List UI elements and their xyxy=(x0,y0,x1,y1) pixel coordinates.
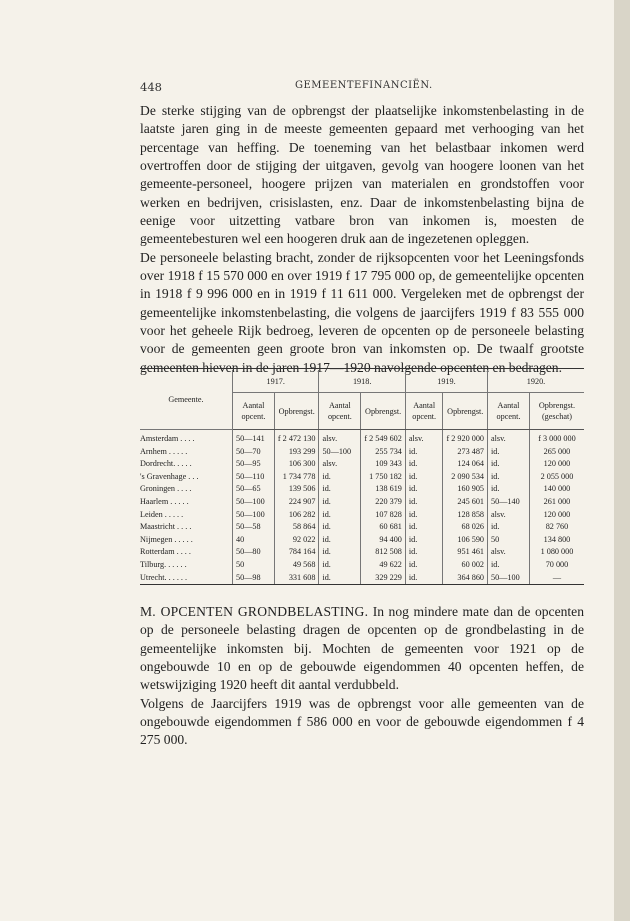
table-cell: 109 343 xyxy=(361,458,406,471)
table-cell: 50 xyxy=(488,534,530,547)
table-cell: 255 734 xyxy=(361,446,406,459)
table-cell: 40 xyxy=(233,534,275,547)
table-row xyxy=(140,446,584,459)
table-cell: — xyxy=(529,572,584,585)
table-cell: id. xyxy=(488,559,530,572)
table-cell: 50—140 xyxy=(488,496,530,509)
table-cell: 68 026 xyxy=(443,521,488,534)
table-cell: f 2 920 000 xyxy=(443,430,488,446)
running-title: GEMEENTEFINANCIËN. xyxy=(295,80,433,91)
table-cell: id. xyxy=(405,546,443,559)
table-cell: f 2 472 130 xyxy=(274,430,319,446)
table-cell: f 2 549 602 xyxy=(361,430,406,446)
table-cell: 50—98 xyxy=(233,572,275,585)
table-cell: alsv. xyxy=(405,430,443,446)
year-header: 1917. xyxy=(233,370,319,393)
table-cell: 82 760 xyxy=(529,521,584,534)
table-cell: id. xyxy=(488,458,530,471)
page-header xyxy=(140,80,584,94)
municipality-cell: Maastricht . . . . xyxy=(140,522,192,532)
table-cell: alsv. xyxy=(319,458,361,471)
table-cell: 60 681 xyxy=(361,521,406,534)
table-cell: 50—100 xyxy=(488,572,530,585)
table-cell: id. xyxy=(488,521,530,534)
table-cell: 139 506 xyxy=(274,483,319,496)
table-row xyxy=(140,483,584,496)
table-row xyxy=(140,430,584,446)
table-cell: 128 858 xyxy=(443,509,488,522)
table-cell: 106 282 xyxy=(274,509,319,522)
table-cell: 265 000 xyxy=(529,446,584,459)
year-header: 1919. xyxy=(405,370,487,393)
paragraph-income-tax: De sterke stijging van de opbrengst der plaatselijke inkomstenbelasting in de laatste jaren ging in de meeste gemeenten gepaard met verhooging van het percentage van heffing. De toeneming van het belastbaar inkomen werd overtroffen door de stijging der uitgaven, gevolg van hoogere loonen van het gemeente-personeel, hoogere prijzen van materialen en grondstoffen voor werken en bedrijven, crisislasten, enz. Daar de inkomstenbelasting bijna de eenige voor uitzetting vatbare bron van inkomen is, moesten de gemeentebesturen wel een hoogeren druk aan de ingezetenen opleggen. xyxy=(140,103,584,247)
municipality-cell: 's Gravenhage . . . xyxy=(140,471,199,481)
table-cell: 50—95 xyxy=(233,458,275,471)
table-cell: 70 000 xyxy=(529,559,584,572)
table-cell: 1 734 778 xyxy=(274,471,319,484)
municipality-cell: Groningen . . . . xyxy=(140,484,192,494)
col-header-aantal: Aantal opcent. xyxy=(488,393,530,430)
table-cell: 50—65 xyxy=(233,483,275,496)
table-cell: 140 000 xyxy=(529,483,584,496)
table-cell: 92 022 xyxy=(274,534,319,547)
year-header: 1920. xyxy=(488,370,584,393)
table-cell: id. xyxy=(319,572,361,585)
col-header-opbrengst: Opbrengst. xyxy=(361,393,406,430)
table-cell: id. xyxy=(319,521,361,534)
table-row xyxy=(140,572,584,585)
table-cell: 331 608 xyxy=(274,572,319,585)
table-cell: id. xyxy=(405,496,443,509)
table-cell: id. xyxy=(319,471,361,484)
municipality-cell: Nijmegen . . . . . xyxy=(140,534,193,544)
table-cell: 50 xyxy=(233,559,275,572)
table-cell: id. xyxy=(319,546,361,559)
table-cell: id. xyxy=(405,471,443,484)
col-header-opbrengst-geschat: Opbrengst. (geschat) xyxy=(529,393,584,430)
table-cell: id. xyxy=(488,483,530,496)
municipality-cell: Tilburg. . . . . . xyxy=(140,559,187,569)
paragraph-personal-tax: De personeele belasting bracht, zonder de rijksopcenten voor het Leeningsfonds over 1918 f 15 570 000 en over 1919 f 17 795 000 op, de gemeentelijke opcenten in 1918 f 9 996 000 en in 1919 f 11 611 000. Vergeleken met de opbrengst der gemeentelijke inkomstenbelasting, die volgens de jaarcijfers 1919 f 83 555 000 voor het geheele Rijk bedroeg, leveren de opcenten op de personeele belasting voor de gemeenten geen groote bron van inkomsten op. De twaalf grootste gemeenten hieven in de jaren 1917—1920 navolgende opcenten en bedragen. xyxy=(140,249,584,375)
table-cell: 273 487 xyxy=(443,446,488,459)
table-cell: 50—70 xyxy=(233,446,275,459)
table-row xyxy=(140,509,584,522)
table-cell: 784 164 xyxy=(274,546,319,559)
municipality-cell: Arnhem . . . . . xyxy=(140,446,188,456)
table-cell: 50—141 xyxy=(233,430,275,446)
table-cell: 1 750 182 xyxy=(361,471,406,484)
table-cell: 160 905 xyxy=(443,483,488,496)
table-cell: id. xyxy=(319,509,361,522)
municipality-cell: Haarlem . . . . . xyxy=(140,496,189,506)
table-cell: id. xyxy=(319,483,361,496)
col-header-aantal: Aantal opcent. xyxy=(319,393,361,430)
table-cell: 106 300 xyxy=(274,458,319,471)
table-cell: id. xyxy=(319,559,361,572)
table-cell: id. xyxy=(488,471,530,484)
opcenten-table xyxy=(140,368,584,585)
table-cell: 2 090 534 xyxy=(443,471,488,484)
table-cell: id. xyxy=(405,572,443,585)
page-number: 448 xyxy=(140,80,162,94)
table-cell: 224 907 xyxy=(274,496,319,509)
table-cell: 124 064 xyxy=(443,458,488,471)
section-m-paragraph xyxy=(140,603,584,695)
table-cell: 261 000 xyxy=(529,496,584,509)
table-cell: 134 800 xyxy=(529,534,584,547)
table-cell: f 3 000 000 xyxy=(529,430,584,446)
table-cell: 50—58 xyxy=(233,521,275,534)
table-cell: 1 080 000 xyxy=(529,546,584,559)
table-cell: id. xyxy=(405,509,443,522)
table-row xyxy=(140,471,584,484)
table-cell: alsv. xyxy=(319,430,361,446)
table-cell: 193 299 xyxy=(274,446,319,459)
table-cell: 50—80 xyxy=(233,546,275,559)
col-header-opbrengst: Opbrengst. xyxy=(443,393,488,430)
table-cell: 812 508 xyxy=(361,546,406,559)
col-header-gemeente: Gemeente. xyxy=(140,370,233,430)
col-header-aantal: Aantal opcent. xyxy=(405,393,443,430)
table-cell: alsv. xyxy=(488,546,530,559)
table-cell: 245 601 xyxy=(443,496,488,509)
table-cell: 50—110 xyxy=(233,471,275,484)
section-m-text xyxy=(140,603,584,750)
table-cell: 120 000 xyxy=(529,509,584,522)
table-cell: 50—100 xyxy=(233,496,275,509)
municipality-cell: Rotterdam . . . . xyxy=(140,547,191,557)
table-cell: 50—100 xyxy=(233,509,275,522)
table-row xyxy=(140,534,584,547)
table-row xyxy=(140,458,584,471)
table-cell: 106 590 xyxy=(443,534,488,547)
table-cell: alsv. xyxy=(488,430,530,446)
table-cell: 107 828 xyxy=(361,509,406,522)
table-cell: 2 055 000 xyxy=(529,471,584,484)
table-cell: id. xyxy=(405,534,443,547)
table-cell: 94 400 xyxy=(361,534,406,547)
table-cell: 220 379 xyxy=(361,496,406,509)
municipality-cell: Leiden . . . . . xyxy=(140,509,184,519)
col-header-aantal: Aantal opcent. xyxy=(233,393,275,430)
table-row xyxy=(140,559,584,572)
table-cell: id. xyxy=(405,446,443,459)
scan-margin xyxy=(614,0,630,921)
table-cell: 58 864 xyxy=(274,521,319,534)
section-m-body: In nog mindere mate dan de opcenten op de personeele belasting dragen de opcenten op de grondbelasting in de gemeentelijke inkomsten bij. Mochten de gemeenten voor 1921 op de ongebouwde 10 en op de gebouwde eigendommen 40 opcenten heffen, de wetswijziging 1920 heeft dit aantal verdubbeld. xyxy=(140,604,585,693)
table-cell: id. xyxy=(319,534,361,547)
col-header-opbrengst: Opbrengst. xyxy=(274,393,319,430)
table-row xyxy=(140,546,584,559)
table-cell: 50—100 xyxy=(319,446,361,459)
table-row xyxy=(140,521,584,534)
table-cell: id. xyxy=(405,483,443,496)
table-cell: 138 619 xyxy=(361,483,406,496)
table-cell: id. xyxy=(405,458,443,471)
section-m-paragraph-2: Volgens de Jaarcijfers 1919 was de opbrengst voor alle gemeenten van de ongebouwde eigendommen f 586 000 en voor de gebouwde eigendommen f 4 275 000. xyxy=(140,695,584,748)
section-m-heading: M. OPCENTEN GRONDBELASTING. xyxy=(140,604,369,619)
table-cell: 951 461 xyxy=(443,546,488,559)
intro-text xyxy=(140,102,584,377)
table-cell: 364 860 xyxy=(443,572,488,585)
table-cell: 120 000 xyxy=(529,458,584,471)
table-cell: id. xyxy=(488,446,530,459)
municipality-cell: Utrecht. . . . . . xyxy=(140,572,233,585)
table-cell: 49 568 xyxy=(274,559,319,572)
table-cell: id. xyxy=(405,521,443,534)
table-row xyxy=(140,496,584,509)
table-cell: id. xyxy=(405,559,443,572)
municipality-cell: Amsterdam . . . . xyxy=(140,434,195,443)
table-cell: 49 622 xyxy=(361,559,406,572)
table-cell: id. xyxy=(319,496,361,509)
municipality-cell: Dordrecht. . . . . xyxy=(140,459,192,469)
year-header: 1918. xyxy=(319,370,405,393)
table-cell: 60 002 xyxy=(443,559,488,572)
table-cell: alsv. xyxy=(488,509,530,522)
table-cell: 329 229 xyxy=(361,572,406,585)
